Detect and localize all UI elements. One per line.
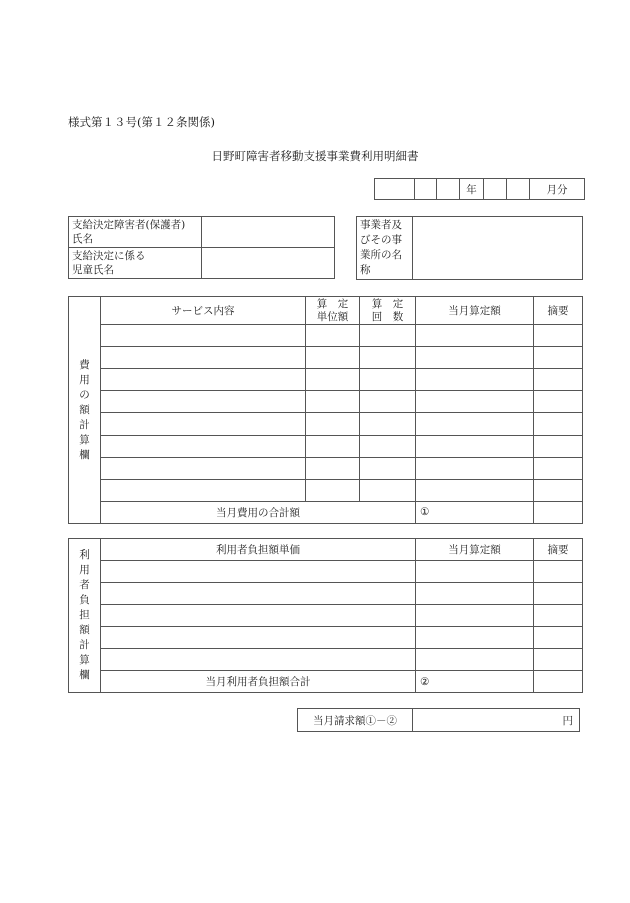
- table-row: [69, 325, 583, 347]
- amount-cell[interactable]: [416, 369, 534, 391]
- billing-table: [297, 708, 580, 732]
- yen-unit: 円: [562, 714, 573, 727]
- amount-cell[interactable]: [416, 605, 534, 627]
- amount-cell[interactable]: [416, 583, 534, 605]
- unit-header-line1: 算 定: [316, 297, 349, 310]
- count-header-line2: 回 数: [371, 310, 404, 323]
- burden-calculation-table: [68, 538, 583, 693]
- burden-side-label: [69, 539, 101, 693]
- cost-side-char: 額: [79, 403, 90, 416]
- amount-cell[interactable]: [416, 391, 534, 413]
- amount-cell[interactable]: [416, 325, 534, 347]
- table-row: [69, 457, 583, 479]
- child-name-field[interactable]: [202, 248, 335, 279]
- unit-cell[interactable]: [306, 369, 360, 391]
- service-cell[interactable]: [101, 479, 306, 501]
- cost-total-note-cell[interactable]: [534, 501, 583, 523]
- cost-side-char: 算: [79, 433, 90, 446]
- amount-cell[interactable]: [416, 479, 534, 501]
- billing-label: 当月請求額①－②: [298, 709, 413, 732]
- burden-side-char: 負: [79, 594, 90, 606]
- unit-price-cell[interactable]: [101, 561, 416, 583]
- note-cell[interactable]: [534, 605, 583, 627]
- unit-cell[interactable]: [306, 391, 360, 413]
- amount-cell[interactable]: [416, 627, 534, 649]
- amount-cell[interactable]: [416, 561, 534, 583]
- count-header: [360, 297, 416, 325]
- year-label: 年: [460, 179, 484, 200]
- provider-label-line2: びその事: [360, 234, 402, 246]
- burden-side-char: 者: [79, 579, 90, 591]
- burden-side-char: 計: [79, 639, 90, 651]
- billing-amount-field[interactable]: [413, 709, 580, 732]
- note-cell[interactable]: [534, 479, 583, 501]
- unit-price-header: 利用者負担額単価: [101, 539, 416, 561]
- month-label: 月分: [530, 179, 585, 200]
- table-row: [69, 435, 583, 457]
- count-cell[interactable]: [360, 457, 416, 479]
- burden-amount-header: 当月算定額: [416, 539, 534, 561]
- unit-price-cell[interactable]: [101, 583, 416, 605]
- service-cell[interactable]: [101, 435, 306, 457]
- note-cell[interactable]: [534, 325, 583, 347]
- count-cell[interactable]: [360, 325, 416, 347]
- cost-side-char: の: [79, 388, 90, 401]
- table-row: [69, 627, 583, 649]
- note-cell[interactable]: [534, 561, 583, 583]
- guardian-name-label: [69, 217, 202, 248]
- count-cell[interactable]: [360, 369, 416, 391]
- unit-cell[interactable]: [306, 347, 360, 369]
- unit-price-cell[interactable]: [101, 605, 416, 627]
- amount-cell[interactable]: [416, 347, 534, 369]
- cost-side-char: 費: [79, 358, 90, 371]
- burden-total-marker: ②: [420, 675, 430, 688]
- service-cell[interactable]: [101, 413, 306, 435]
- cost-side-char: 欄: [79, 448, 90, 461]
- amount-cell[interactable]: [416, 457, 534, 479]
- note-cell[interactable]: [534, 627, 583, 649]
- guardian-name-field[interactable]: [202, 217, 335, 248]
- unit-cell[interactable]: [306, 457, 360, 479]
- unit-price-cell[interactable]: [101, 649, 416, 671]
- cost-total-cell[interactable]: [416, 501, 534, 523]
- year-digit-1-cell[interactable]: [415, 179, 437, 200]
- provider-name-field[interactable]: [413, 217, 583, 280]
- table-row: [69, 583, 583, 605]
- provider-label-line1: 事業者及: [360, 219, 402, 231]
- count-header-line1: 算 定: [371, 297, 404, 310]
- burden-note-header: 摘要: [534, 539, 583, 561]
- table-row: [69, 413, 583, 435]
- table-row: [69, 391, 583, 413]
- note-cell[interactable]: [534, 457, 583, 479]
- note-cell[interactable]: [534, 413, 583, 435]
- unit-cell[interactable]: [306, 413, 360, 435]
- unit-cell[interactable]: [306, 435, 360, 457]
- burden-side-char: 欄: [79, 669, 90, 681]
- amount-cell[interactable]: [416, 413, 534, 435]
- service-cell[interactable]: [101, 391, 306, 413]
- burden-total-note-cell[interactable]: [534, 671, 583, 693]
- note-cell[interactable]: [534, 583, 583, 605]
- count-cell[interactable]: [360, 435, 416, 457]
- note-cell[interactable]: [534, 649, 583, 671]
- note-cell[interactable]: [534, 435, 583, 457]
- count-cell[interactable]: [360, 391, 416, 413]
- date-table: [374, 178, 585, 200]
- table-row: [69, 347, 583, 369]
- child-name-label: [69, 248, 202, 279]
- amount-cell[interactable]: [416, 649, 534, 671]
- provider-label-line3: 業所の名: [360, 249, 402, 261]
- unit-cell[interactable]: [306, 479, 360, 501]
- guardian-name-label-line1: 支給決定障害者(保護者): [72, 219, 186, 231]
- count-cell[interactable]: [360, 479, 416, 501]
- burden-side-char: 額: [79, 624, 90, 636]
- cost-side-char: 計: [79, 418, 90, 431]
- count-cell[interactable]: [360, 347, 416, 369]
- unit-cell[interactable]: [306, 325, 360, 347]
- unit-price-cell[interactable]: [101, 627, 416, 649]
- note-cell[interactable]: [534, 391, 583, 413]
- form-number: 様式第１３号(第１２条関係): [68, 115, 215, 129]
- month-digit-2-cell[interactable]: [507, 179, 530, 200]
- amount-header: 当月算定額: [416, 297, 534, 325]
- table-row: [69, 605, 583, 627]
- table-row: [69, 649, 583, 671]
- note-header: 摘要: [534, 297, 583, 325]
- table-row: [69, 369, 583, 391]
- child-name-label-line2: 児童氏名: [72, 264, 114, 276]
- count-cell[interactable]: [360, 413, 416, 435]
- note-cell[interactable]: [534, 347, 583, 369]
- cost-side-label: [69, 297, 101, 524]
- recipient-table: [68, 216, 335, 279]
- month-digit-1-cell[interactable]: [484, 179, 507, 200]
- service-cell[interactable]: [101, 325, 306, 347]
- service-cell[interactable]: [101, 369, 306, 391]
- burden-side-char: 利: [79, 549, 90, 561]
- service-cell[interactable]: [101, 457, 306, 479]
- table-row: [69, 561, 583, 583]
- document-title: 日野町障害者移動支援事業費利用明細書: [211, 149, 419, 163]
- cost-total-marker: ①: [420, 506, 430, 519]
- note-cell[interactable]: [534, 369, 583, 391]
- unit-header: [306, 297, 360, 325]
- table-row: [69, 479, 583, 501]
- provider-name-label: [357, 217, 413, 280]
- cost-side-char: 用: [79, 373, 90, 386]
- service-cell[interactable]: [101, 347, 306, 369]
- era-cell[interactable]: [375, 179, 415, 200]
- amount-cell[interactable]: [416, 435, 534, 457]
- service-header: サービス内容: [101, 297, 306, 325]
- year-digit-2-cell[interactable]: [437, 179, 460, 200]
- guardian-name-label-line2: 氏名: [72, 233, 93, 245]
- burden-side-char: 算: [79, 654, 90, 666]
- provider-table: [356, 216, 583, 280]
- burden-total-cell[interactable]: [416, 671, 534, 693]
- burden-side-char: 担: [79, 609, 90, 621]
- burden-side-char: 用: [79, 564, 90, 576]
- provider-label-line4: 称: [360, 264, 371, 276]
- cost-calculation-table: [68, 296, 583, 524]
- cost-total-label: 当月費用の合計額: [101, 501, 416, 523]
- child-name-label-line1: 支給決定に係る: [72, 250, 146, 262]
- burden-total-label: 当月利用者負担額合計: [101, 671, 416, 693]
- unit-header-line2: 単位額: [316, 310, 349, 323]
